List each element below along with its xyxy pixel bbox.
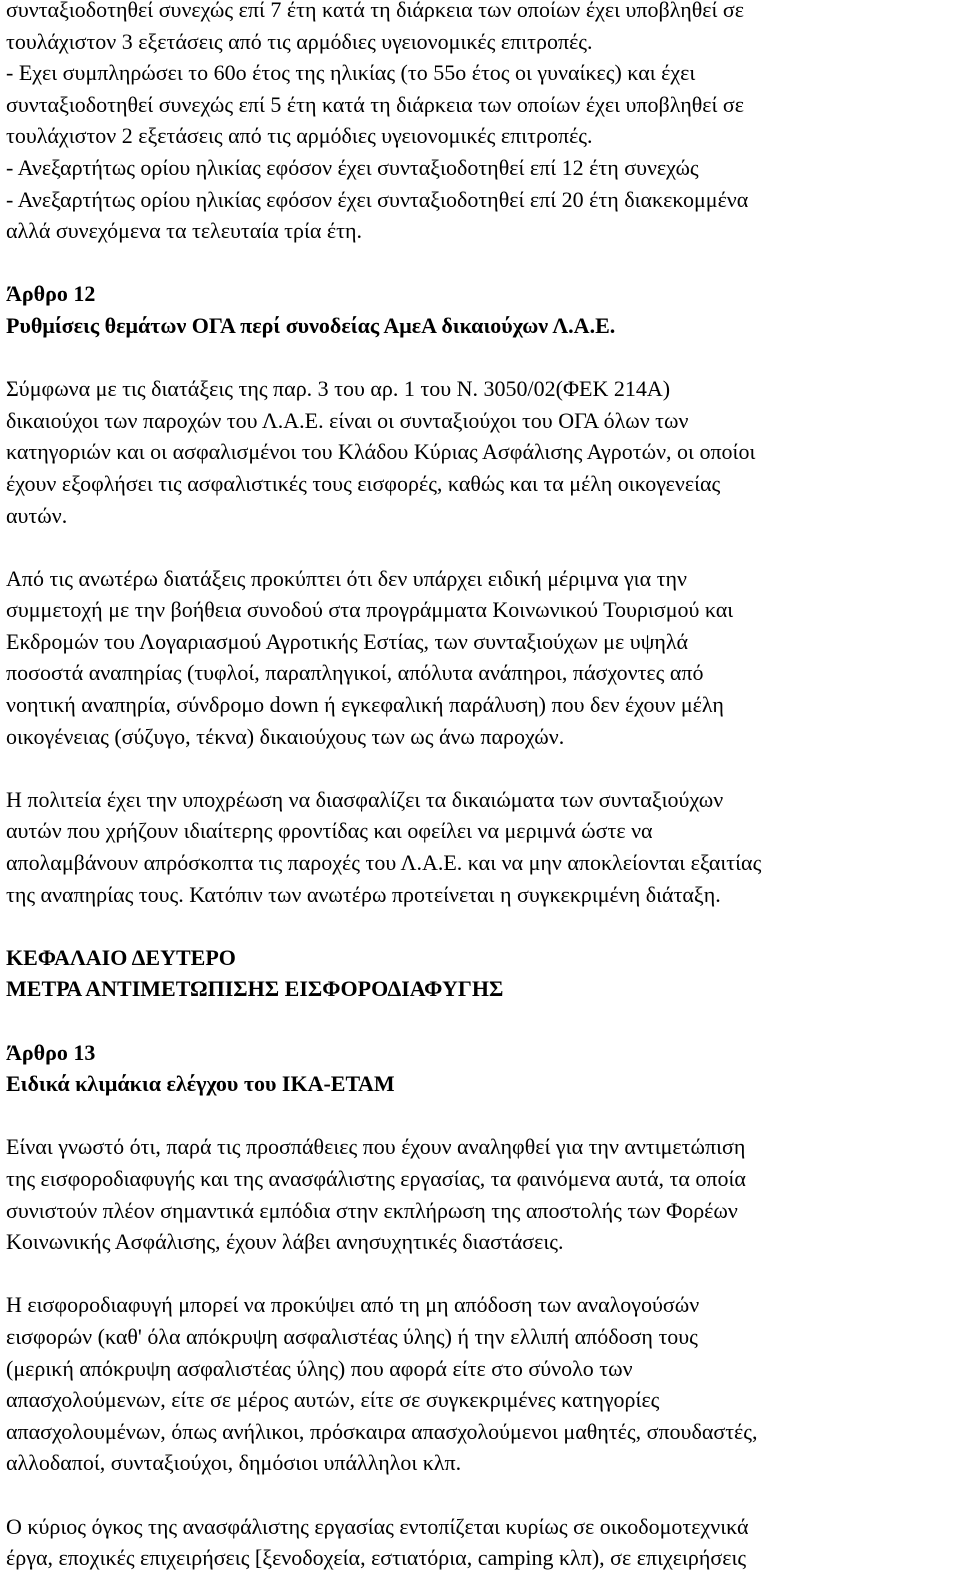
text-line: της εισφοροδιαφυγής και της ανασφάλιστης εργασίας, τα φαινόμενα αυτά, τα οποία: [6, 1165, 746, 1191]
article-13-title: Ειδικά κλιμάκια ελέγχου του ΙΚΑ-ΕΤΑΜ: [6, 1071, 395, 1097]
document-page: [6, 0, 946, 1574]
article-13-paragraph-3: [6, 1511, 946, 1574]
paragraph-gap: [6, 1005, 946, 1037]
text-line: απολαμβάνουν απρόσκοπτα τις παροχές του Λ.Α.Ε. και να μην αποκλείονται εξαιτίας: [6, 850, 762, 876]
text-line: συνταξιοδοτηθεί συνεχώς επί 7 έτη κατά τη διάρκεια των οποίων έχει υποβληθεί σε: [6, 0, 744, 22]
text-line: Η εισφοροδιαφυγή μπορεί να προκύψει από τη μη απόδοση των αναλογούσών: [6, 1292, 700, 1318]
text-line: νοητική αναπηρία, σύνδρομο down ή εγκεφαλική παράλυση) που δεν έχουν μέλη: [6, 692, 724, 718]
chapter-title: ΜΕΤΡΑ ΑΝΤΙΜΕΤΩΠΙΣΗΣ ΕΙΣΦΟΡΟΔΙΑΦΥΓΗΣ: [6, 976, 504, 1002]
text-line: Είναι γνωστό ότι, παρά τις προσπάθειες που έχουν αναληφθεί για την αντιμετώπιση: [6, 1134, 746, 1160]
text-line: συνιστούν πλέον σημαντικά εμπόδια στην εκπλήρωση της αποστολής των Φορέων: [6, 1197, 738, 1223]
text-line: Ο κύριος όγκος της ανασφάλιστης εργασίας εντοπίζεται κυρίως σε οικοδομοτεχνικά: [6, 1513, 749, 1539]
paragraph-gap: [6, 752, 946, 784]
paragraph-gap: [6, 531, 946, 563]
text-line: αυτών.: [6, 502, 68, 528]
article-12-paragraph-1: [6, 373, 946, 531]
text-line: της αναπηρίας τους. Κατόπιν των ανωτέρω προτείνεται η συγκεκριμένη διάταξη.: [6, 881, 721, 907]
article-13-paragraph-1: [6, 1131, 946, 1257]
text-line: συνταξιοδοτηθεί συνεχώς επί 5 έτη κατά τη διάρκεια των οποίων έχει υποβληθεί σε: [6, 91, 744, 117]
chapter-number: ΚΕΦΑΛΑΙΟ ΔΕΥΤΕΡΟ: [6, 944, 236, 970]
text-line: οικογένειας (σύζυγο, τέκνα) δικαιούχους των ως άνω παροχών.: [6, 723, 565, 749]
article-12-title: Ρυθμίσεις θεμάτων ΟΓΑ περί συνοδείας ΑμεΑ δικαιούχων Λ.Α.Ε.: [6, 312, 616, 338]
chapter-heading: [6, 942, 946, 1005]
text-line: συμμετοχή με την βοήθεια συνοδού στα προγράμματα Κοινωνικού Τουρισμού και: [6, 597, 734, 623]
article-13-paragraph-2: [6, 1289, 946, 1479]
article-12-paragraph-2: [6, 563, 946, 753]
article-13-heading: [6, 1037, 946, 1100]
article-13-number: Άρθρο 13: [6, 1039, 96, 1065]
paragraph-gap: [6, 342, 946, 374]
text-line: αλλά συνεχόμενα τα τελευταία τρία έτη.: [6, 218, 363, 244]
text-line: τουλάχιστον 2 εξετάσεις από τις αρμόδιες υγειονομικές επιτροπές.: [6, 123, 593, 149]
paragraph-gap: [6, 910, 946, 942]
text-line: Η πολιτεία έχει την υποχρέωση να διασφαλίζει τα δικαιώματα των συνταξιούχων: [6, 786, 724, 812]
text-line: - Εχει συμπληρώσει το 60ο έτος της ηλικίας (το 55ο έτος οι γυναίκες) και έχει: [6, 60, 696, 86]
text-line: τουλάχιστον 3 εξετάσεις από τις αρμόδιες υγειονομικές επιτροπές.: [6, 28, 593, 54]
text-line: Από τις ανωτέρω διατάξεις προκύπτει ότι δεν υπάρχει ειδική μέριμνα για την: [6, 565, 687, 591]
text-line: κατηγοριών και οι ασφαλισμένοι του Κλάδου Κύριας Ασφάλισης Αγροτών, οι οποίοι: [6, 439, 756, 465]
text-line: έργα, εποχικές επιχειρήσεις [ξενοδοχεία, εστιατόρια, camping κλπ), σε επιχειρήσεις: [6, 1545, 747, 1571]
text-line: δικαιούχοι των παροχών του Λ.Α.Ε. είναι οι συνταξιούχοι του ΟΓΑ όλων των: [6, 407, 689, 433]
text-line: Σύμφωνα με τις διατάξεις της παρ. 3 του αρ. 1 του Ν. 3050/02(ΦΕΚ 214Α): [6, 376, 671, 402]
text-line: - Ανεξαρτήτως ορίου ηλικίας εφόσον έχει συνταξιοδοτηθεί επί 20 έτη διακεκομμένα: [6, 186, 749, 212]
article-12-number: Άρθρο 12: [6, 281, 96, 307]
paragraph-gap: [6, 247, 946, 279]
paragraph-gap: [6, 1100, 946, 1132]
article-12-heading: [6, 278, 946, 341]
text-line: αυτών που χρήζουν ιδιαίτερης φροντίδας και οφείλει να μεριμνά ώστε να: [6, 818, 653, 844]
text-line: εισφορών (καθ' όλα απόκρυψη ασφαλιστέας ύλης) ή την ελλιπή απόδοση τους: [6, 1323, 698, 1349]
text-line: απασχολούμενων, είτε σε μέρος αυτών, είτε σε συγκεκριμένες κατηγορίες: [6, 1387, 660, 1413]
intro-paragraph: [6, 0, 946, 247]
text-line: Εκδρομών του Λογαριασμού Αγροτικής Εστίας, των συνταξιούχων με υψηλά: [6, 628, 689, 654]
text-line: απασχολουμένων, όπως ανήλικοι, πρόσκαιρα απασχολούμενοι μαθητές, σπουδαστές,: [6, 1418, 758, 1444]
paragraph-gap: [6, 1479, 946, 1511]
paragraph-gap: [6, 1258, 946, 1290]
article-12-paragraph-3: [6, 784, 946, 910]
text-line: Κοινωνικής Ασφάλισης, έχουν λάβει ανησυχητικές διαστάσεις.: [6, 1229, 564, 1255]
text-line: ποσοστά αναπηρίας (τυφλοί, παραπληγικοί, απόλυτα ανάπηροι, πάσχοντες από: [6, 660, 704, 686]
text-line: - Ανεξαρτήτως ορίου ηλικίας εφόσον έχει συνταξιοδοτηθεί επί 12 έτη συνεχώς: [6, 154, 699, 180]
text-line: έχουν εξοφλήσει τις ασφαλιστικές τους εισφορές, καθώς και τα μέλη οικογενείας: [6, 470, 721, 496]
text-line: (μερική απόκρυψη ασφαλιστέας ύλης) που αφορά είτε στο σύνολο των: [6, 1355, 633, 1381]
text-line: αλλοδαποί, συνταξιούχοι, δημόσιοι υπάλληλοι κλπ.: [6, 1450, 462, 1476]
